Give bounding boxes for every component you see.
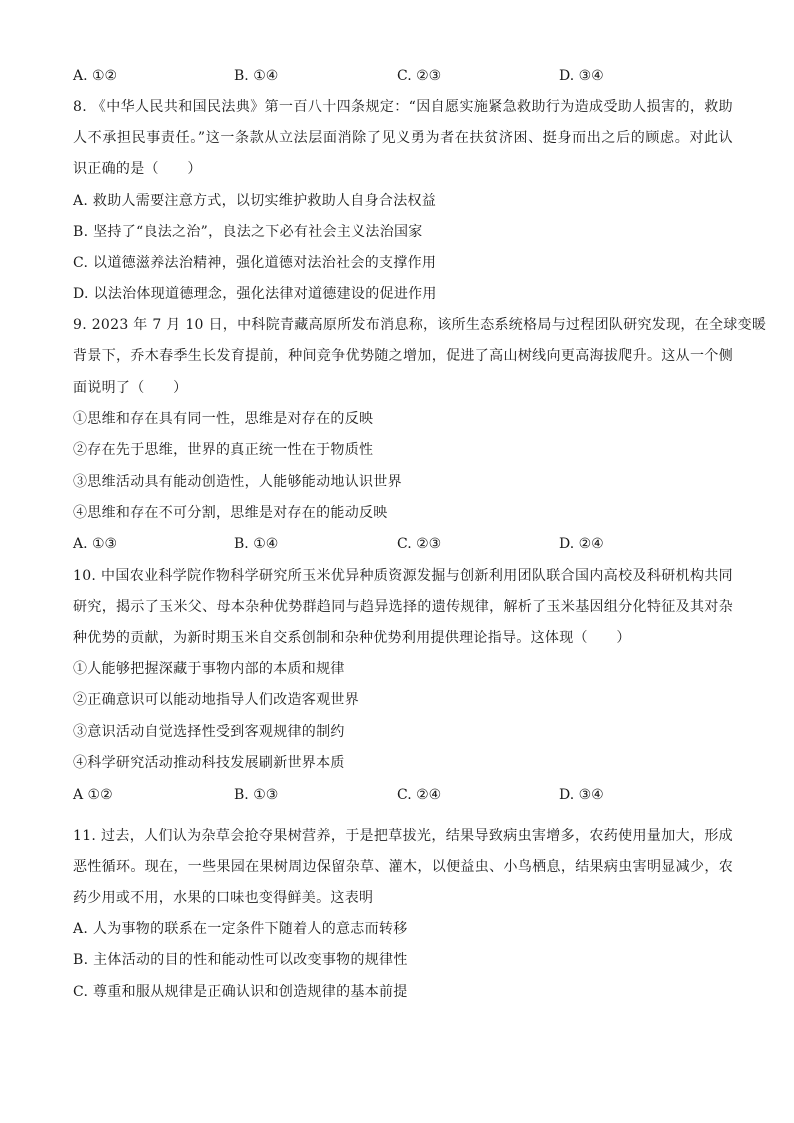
q11-choice-a[interactable]: A. 人为事物的联系在一定条件下随着人的意志而转移 <box>73 921 408 937</box>
q10-option-d[interactable]: D. ③④ <box>559 787 604 803</box>
q9-option-a[interactable]: A. ①③ <box>73 536 118 552</box>
q9-stem-line-1: 9. 2023 年 7 月 10 日，中科院青藏高原所发布消息称，该所生态系统格局与过程团队研究发现，在全球变暖 <box>73 317 767 333</box>
q8-stem-line-1: 8. 《中华人民共和国民法典》第一百八十四条规定：“因自愿实施紧急救助行为造成受助人损害的，救助 <box>73 99 733 115</box>
q9-stem-line-2: 背景下，乔木春季生长发育提前，种间竞争优势随之增加，促进了高山树线向更高海拔爬升。这从一个侧 <box>73 348 733 364</box>
q7-option-b[interactable]: B. ①④ <box>234 68 279 84</box>
q9-statement-2: ②存在先于思维，世界的真正统一性在于物质性 <box>73 442 374 458</box>
q9-option-c[interactable]: C. ②③ <box>397 536 442 552</box>
q10-option-c[interactable]: C. ②④ <box>397 787 442 803</box>
q11-stem-line-1: 11. 过去，人们认为杂草会抢夺果树营养，于是把草拔光，结果导致病虫害增多，农药使用量加大，形成 <box>73 828 733 844</box>
q8-stem-line-2: 人不承担民事责任。”这一条款从立法层面消除了见义勇为者在扶贫济困、挺身而出之后的顾虑。对此认 <box>73 130 733 146</box>
q10-stem-line-1: 10. 中国农业科学院作物科学研究所玉米优异种质资源发掘与创新利用团队联合国内高校及科研机构共同 <box>73 568 733 584</box>
q8-choice-b[interactable]: B. 坚持了“良法之治”，良法之下必有社会主义法治国家 <box>73 224 423 240</box>
q9-statement-1: ①思维和存在具有同一性，思维是对存在的反映 <box>73 411 374 427</box>
q8-choice-c[interactable]: C. 以道德滋养法治精神，强化道德对法治社会的支撑作用 <box>73 255 437 271</box>
q9-option-b[interactable]: B. ①④ <box>234 536 279 552</box>
q7-option-a[interactable]: A. ①② <box>73 68 118 84</box>
q10-statement-1: ①人能够把握深藏于事物内部的本质和规律 <box>73 661 345 677</box>
q11-choice-b[interactable]: B. 主体活动的目的性和能动性可以改变事物的规律性 <box>73 952 408 968</box>
q10-stem-line-2: 研究，揭示了玉米父、母本杂种优势群趋同与趋异选择的遗传规律，解析了玉米基因组分化特征及其对杂 <box>73 599 733 615</box>
q7-option-c[interactable]: C. ②③ <box>397 68 442 84</box>
q10-option-b[interactable]: B. ①③ <box>234 787 279 803</box>
q11-stem-line-2: 恶性循环。现在，一些果园在果树周边保留杂草、灌木，以便益虫、小鸟栖息，结果病虫害明显减少，农 <box>73 859 733 875</box>
q7-options <box>73 66 733 86</box>
q8-choice-d[interactable]: D. 以法治体现道德理念，强化法律对道德建设的促进作用 <box>73 286 437 302</box>
q10-option-a[interactable]: A ①② <box>73 787 113 803</box>
q9-options <box>73 534 733 554</box>
q7-option-d[interactable]: D. ③④ <box>559 68 604 84</box>
q11-stem-line-3: 药少用或不用，水果的口味也变得鲜美。这表明 <box>73 890 374 906</box>
q10-statement-3: ③意识活动自觉选择性受到客观规律的制约 <box>73 724 345 740</box>
q9-stem-line-3: 面说明了（ ） <box>73 380 188 396</box>
q9-statement-3: ③思维活动具有能动创造性，人能够能动地认识世界 <box>73 474 402 490</box>
q9-statement-4: ④思维和存在不可分割，思维是对存在的能动反映 <box>73 505 388 521</box>
q10-statement-4: ④科学研究活动推动科技发展刷新世界本质 <box>73 755 345 771</box>
q10-statement-2: ②正确意识可以能动地指导人们改造客观世界 <box>73 692 359 708</box>
q10-stem-line-3: 种优势的贡献，为新时期玉米自交系创制和杂种优势利用提供理论指导。这体现（ ） <box>73 630 631 646</box>
q9-option-d[interactable]: D. ②④ <box>559 536 604 552</box>
q10-options <box>73 785 733 805</box>
q11-choice-c[interactable]: C. 尊重和服从规律是正确认识和创造规律的基本前提 <box>73 984 408 1000</box>
q8-choice-a[interactable]: A. 救助人需要注意方式，以切实维护救助人自身合法权益 <box>73 193 437 209</box>
q8-stem-line-3: 识正确的是（ ） <box>73 161 202 177</box>
